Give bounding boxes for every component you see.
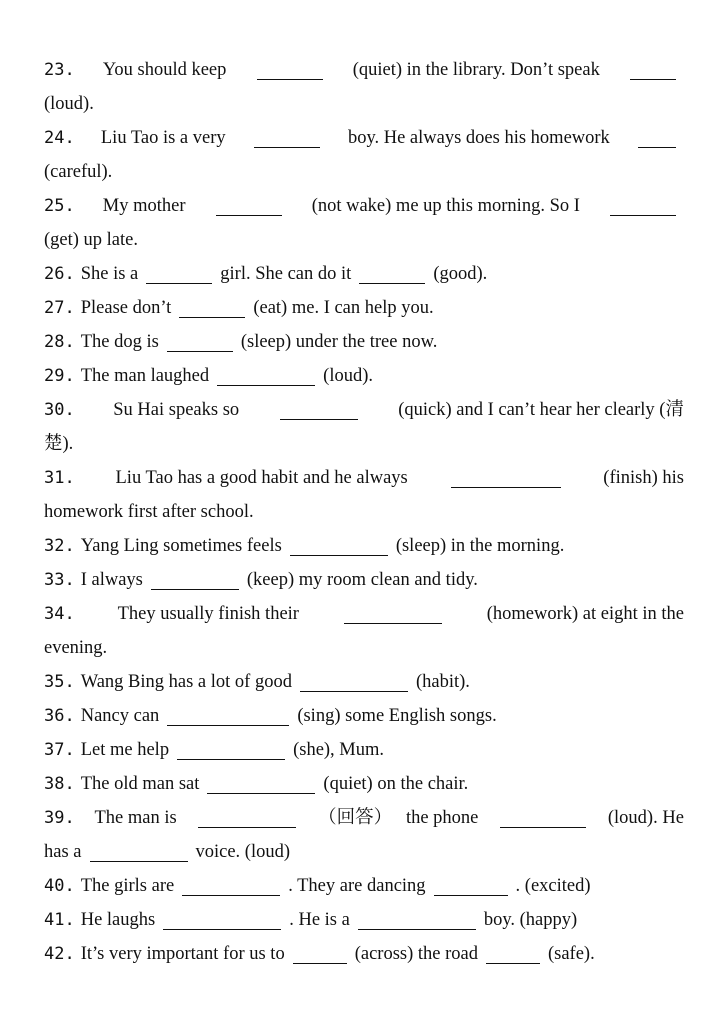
question-text: (careful). [44,162,113,182]
answer-blank[interactable] [486,943,540,964]
question-text: Let me help [80,740,170,760]
question-text: (loud). [44,94,94,114]
question-line-continued [44,631,684,665]
answer-blank[interactable] [167,331,233,352]
question-text: The man is [94,808,177,828]
question-number: 32. [44,536,75,556]
question-line [44,257,684,291]
answer-blank[interactable] [638,127,676,148]
question-text: (homework) at eight in the [486,604,684,624]
question-text: (get) up late. [44,230,138,250]
question-number: 24. [44,128,75,148]
answer-blank[interactable] [207,773,315,794]
question-text: boy. He always does his homework [347,128,610,148]
question-text: boy. (happy) [483,910,578,930]
question-line [44,869,684,903]
exercise-sheet [44,53,684,971]
question-number: 34. [44,604,75,624]
question-text: (loud). [323,366,373,386]
question-line-continued [44,835,684,869]
answer-blank[interactable] [163,909,281,930]
question-line [44,325,684,359]
question-line-continued [44,427,684,461]
answer-blank[interactable] [217,365,315,386]
question-number: 41. [44,910,75,930]
question-line-continued [44,223,684,257]
question-line [44,189,684,223]
answer-blank[interactable] [182,875,280,896]
question-line-continued [44,155,684,189]
question-line [44,597,684,631]
question-text: (habit). [415,672,470,692]
question-number: 28. [44,332,75,352]
question-line-continued [44,495,684,529]
question-line [44,937,684,971]
question-number: 33. [44,570,75,590]
question-text: (sing) some English songs. [297,706,497,726]
answer-blank[interactable] [90,841,188,862]
question-line [44,665,684,699]
question-line [44,461,684,495]
answer-blank[interactable] [344,603,442,624]
answer-blank[interactable] [300,671,408,692]
question-text: Yang Ling sometimes feels [80,536,282,556]
answer-blank[interactable] [610,195,676,216]
question-line [44,291,684,325]
question-line [44,529,684,563]
question-text: Su Hai speaks so [113,400,240,420]
question-number: 39. [44,808,75,828]
question-text: the phone [405,808,479,828]
question-text: (safe). [547,944,595,964]
question-text: (sleep) in the morning. [395,536,565,556]
answer-blank[interactable] [630,59,676,80]
question-line [44,121,684,155]
question-text: (loud). He [607,808,684,828]
question-line [44,393,684,427]
question-text: (across) the road [354,944,478,964]
question-text: (quiet) in the library. Don’t speak [352,60,600,80]
question-number: 42. [44,944,75,964]
question-line [44,903,684,937]
answer-blank[interactable] [151,569,239,590]
question-text: The man laughed [80,366,210,386]
question-text: It’s very important for us to [80,944,285,964]
question-text: You should keep [102,60,227,80]
question-number: 40. [44,876,75,896]
answer-blank[interactable] [359,263,425,284]
question-text: 楚). [44,434,74,454]
answer-blank[interactable] [198,807,296,828]
question-text: . They are dancing [288,876,426,896]
question-text: The dog is [80,332,159,352]
question-number: 25. [44,196,75,216]
answer-blank[interactable] [280,399,358,420]
answer-blank[interactable] [254,127,320,148]
question-line [44,801,684,835]
question-number: 37. [44,740,75,760]
question-number: 36. [44,706,75,726]
question-text: Liu Tao has a good habit and he always [115,468,408,488]
question-text: . (excited) [515,876,591,896]
question-text: (eat) me. I can help you. [253,298,434,318]
question-text: Please don’t [80,298,172,318]
question-line [44,563,684,597]
question-text: Nancy can [80,706,160,726]
question-text: (good). [433,264,488,284]
question-number: 35. [44,672,75,692]
question-text: She is a [80,264,139,284]
answer-blank[interactable] [167,705,289,726]
question-number: 38. [44,774,75,794]
question-text: girl. She can do it [220,264,352,284]
question-text: (keep) my room clean and tidy. [246,570,478,590]
question-number: 23. [44,60,75,80]
question-text: evening. [44,638,108,658]
question-line-continued [44,87,684,121]
question-text: I always [80,570,143,590]
question-text: (finish) his [603,468,684,488]
question-number: 31. [44,468,75,488]
question-text: The old man sat [80,774,200,794]
question-line [44,359,684,393]
question-text: (not wake) me up this morning. So I [311,196,580,216]
question-line [44,767,684,801]
answer-blank[interactable] [293,943,347,964]
answer-blank[interactable] [146,263,212,284]
answer-blank[interactable] [257,59,323,80]
answer-blank[interactable] [179,297,245,318]
answer-blank[interactable] [451,467,561,488]
question-line [44,699,684,733]
question-text: He laughs [80,910,156,930]
question-text: homework first after school. [44,502,254,522]
question-text: (sleep) under the tree now. [240,332,438,352]
answer-blank[interactable] [500,807,586,828]
question-text: Wang Bing has a lot of good [80,672,292,692]
question-text: (she), Mum. [293,740,385,760]
question-line [44,53,684,87]
answer-blank[interactable] [358,909,476,930]
answer-blank[interactable] [177,739,285,760]
question-number: 26. [44,264,75,284]
question-number: 29. [44,366,75,386]
answer-blank[interactable] [216,195,282,216]
question-text: has a [44,842,82,862]
question-text: My mother [102,196,186,216]
question-text: . He is a [289,910,350,930]
question-text: (quick) and I can’t hear her clearly (清 [398,400,684,420]
question-text: They usually finish their [117,604,299,624]
question-number: 30. [44,400,75,420]
question-text: （回答） [318,808,393,828]
question-text: The girls are [80,876,175,896]
question-line [44,733,684,767]
question-number: 27. [44,298,75,318]
answer-blank[interactable] [434,875,508,896]
answer-blank[interactable] [290,535,388,556]
question-text: (quiet) on the chair. [323,774,469,794]
question-text: Liu Tao is a very [100,128,226,148]
question-text: voice. (loud) [195,842,291,862]
